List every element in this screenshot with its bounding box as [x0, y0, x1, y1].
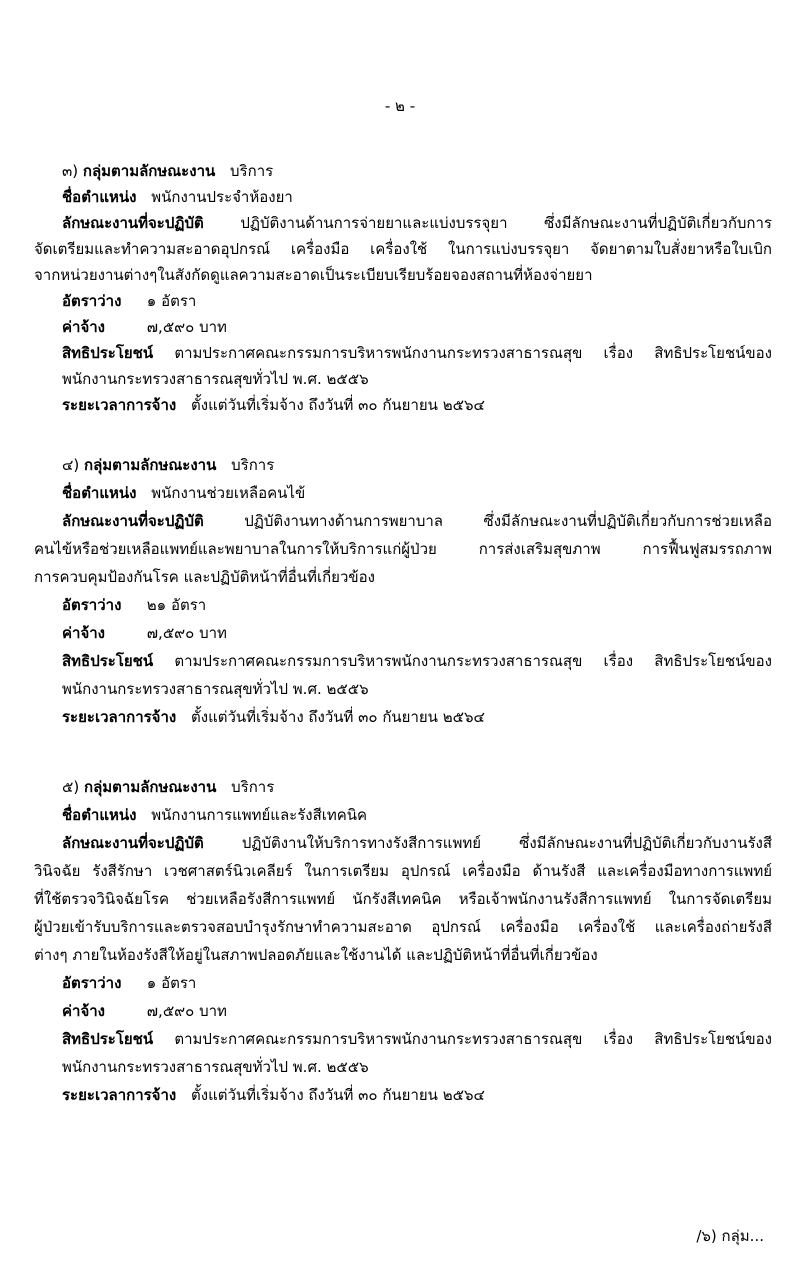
- wage-row: [62, 622, 227, 644]
- heading-number: ๕): [62, 778, 80, 796]
- section-heading: [62, 454, 274, 476]
- vacancy-label: อัตราว่าง: [62, 292, 122, 310]
- position-value: พนักงานการแพทย์และรังสีเทคนิค: [151, 806, 368, 824]
- period-label: ระยะเวลาการจ้าง: [62, 396, 177, 414]
- duty-line: ผู้ป่วยเข้ารับบริการและตรวจสอบบำรุงรักษาทำความสะอาด อุปกรณ์ เครื่องมือ เครื่องใช้ และเครื่องถ่ายรังสี: [34, 918, 772, 936]
- wage-label: ค่าจ้าง: [62, 624, 105, 642]
- wage-row: [62, 1000, 227, 1022]
- duty-label: ลักษณะงานที่จะปฏิบัติ: [62, 512, 204, 530]
- section-heading: [62, 160, 273, 182]
- wage-value: ๗,๕๙๐ บาท: [146, 624, 227, 642]
- position-label: ชื่อตำแหน่ง: [62, 806, 137, 824]
- duty-text: ปฏิบัติงานให้บริการทางรังสีการแพทย์ ซึ่งมีลักษณะงานที่ปฏิบัติเกี่ยวกับงานรังสี: [241, 834, 772, 852]
- duty-line: ที่ใช้ตรวจวินิจฉัยโรค ช่วยเหลือรังสีการแพทย์ นักรังสีเทคนิค หรือเจ้าพนักงานรังสีการแพทย์ ในการจัดเตรียม: [34, 890, 772, 908]
- position-row: [62, 804, 367, 826]
- duty-text: ปฏิบัติงานทางด้านการพยาบาล ซึ่งมีลักษณะงานที่ปฏิบัติเกี่ยวกับการช่วยเหลือ: [244, 512, 772, 530]
- period-row: [62, 706, 485, 728]
- benefit-row: [62, 650, 772, 672]
- benefit-label: สิทธิประโยชน์: [62, 652, 154, 670]
- period-label: ระยะเวลาการจ้าง: [62, 1086, 177, 1104]
- benefit-line: พนักงานกระทรวงสาธารณสุขทั่วไป พ.ศ. ๒๕๕๖: [62, 370, 369, 388]
- duty-line: การควบคุมป้องกันโรค และปฏิบัติหน้าที่อื่นที่เกี่ยวข้อง: [34, 568, 375, 586]
- vacancy-label: อัตราว่าง: [62, 974, 122, 992]
- heading-label: กลุ่มตามลักษณะงาน: [82, 162, 216, 180]
- benefit-line: พนักงานกระทรวงสาธารณสุขทั่วไป พ.ศ. ๒๕๕๖: [62, 1058, 369, 1076]
- vacancy-value: ๑ อัตรา: [146, 974, 197, 992]
- heading-label: กลุ่มตามลักษณะงาน: [84, 778, 217, 796]
- period-value: ตั้งแต่วันที่เริ่มจ้าง ถึงวันที่ ๓๐ กันยายน ๒๕๖๔: [191, 1086, 485, 1104]
- period-label: ระยะเวลาการจ้าง: [62, 708, 177, 726]
- vacancy-row: [62, 972, 196, 994]
- period-row: [62, 394, 485, 416]
- section-heading: [62, 776, 274, 798]
- period-value: ตั้งแต่วันที่เริ่มจ้าง ถึงวันที่ ๓๐ กันยายน ๒๕๖๔: [191, 396, 485, 414]
- duty-line: คนไข้หรือช่วยเหลือแพทย์และพยาบาลในการให้บริการแก่ผู้ป่วย การส่งเสริมสุขภาพ การฟื้นฟูสมรรถภาพ: [34, 540, 772, 558]
- vacancy-row: [62, 290, 196, 312]
- wage-row: [62, 316, 227, 338]
- position-value: พนักงานช่วยเหลือคนไข้: [151, 484, 306, 502]
- duty-line: [62, 510, 772, 532]
- page-number: - ๒ -: [384, 97, 416, 115]
- vacancy-row: [62, 594, 206, 616]
- benefit-text: ตามประกาศคณะกรรมการบริหารพนักงานกระทรวงสาธารณสุข เรื่อง สิทธิประโยชน์ของ: [174, 652, 772, 670]
- heading-value: บริการ: [230, 162, 274, 180]
- heading-number: ๓): [62, 162, 79, 180]
- page-footer-continuation: /๖) กลุ่ม...: [696, 1227, 764, 1245]
- vacancy-label: อัตราว่าง: [62, 596, 122, 614]
- duty-label: ลักษณะงานที่จะปฏิบัติ: [62, 214, 204, 232]
- position-label: ชื่อตำแหน่ง: [62, 188, 137, 206]
- duty-line: จากหน่วยงานต่างๆในสังกัดดูแลความสะอาดเป็นระเบียบเรียบร้อยจองสถานที่ห้องจ่ายยา: [34, 266, 593, 284]
- duty-label: ลักษณะงานที่จะปฏิบัติ: [62, 834, 204, 852]
- duty-line: [62, 832, 772, 854]
- duty-line: ต่างๆ ภายในห้องรังสีให้อยู่ในสภาพปลอดภัยและใช้งานได้ และปฏิบัติหน้าที่อื่นที่เกี่ยวข้อง: [34, 946, 598, 964]
- benefit-line: พนักงานกระทรวงสาธารณสุขทั่วไป พ.ศ. ๒๕๕๖: [62, 680, 369, 698]
- vacancy-value: ๑ อัตรา: [146, 292, 197, 310]
- wage-value: ๗,๕๙๐ บาท: [146, 1002, 227, 1020]
- wage-value: ๗,๕๙๐ บาท: [146, 318, 227, 336]
- heading-value: บริการ: [231, 778, 275, 796]
- duty-line: จัดเตรียมและทำความสะอาดอุปกรณ์ เครื่องมือ เครื่องใช้ ในการแบ่งบรรจุยา จัดยาตามใบสั่งยาหรือใบเบิก: [34, 240, 772, 258]
- benefit-row: [62, 1028, 772, 1050]
- benefit-text: ตามประกาศคณะกรรมการบริหารพนักงานกระทรวงสาธารณสุข เรื่อง สิทธิประโยชน์ของ: [174, 1030, 772, 1048]
- wage-label: ค่าจ้าง: [62, 318, 105, 336]
- duty-text: ปฏิบัติงานด้านการจ่ายยาและแบ่งบรรจุยา ซึ่งมีลักษณะงานที่ปฏิบัติเกี่ยวกับการ: [240, 214, 772, 232]
- duty-line: [62, 212, 772, 234]
- heading-value: บริการ: [231, 456, 275, 474]
- heading-number: ๔): [62, 456, 80, 474]
- period-value: ตั้งแต่วันที่เริ่มจ้าง ถึงวันที่ ๓๐ กันยายน ๒๕๖๔: [191, 708, 485, 726]
- position-value: พนักงานประจำห้องยา: [151, 188, 293, 206]
- wage-label: ค่าจ้าง: [62, 1002, 105, 1020]
- duty-line: วินิจฉัย รังสีรักษา เวชศาสตร์นิวเคลียร์ ในการเตรียม อุปกรณ์ เครื่องมือ ด้านรังสี และเครื่องมือทางการแพทย์: [34, 862, 772, 880]
- position-row: [62, 186, 293, 208]
- position-label: ชื่อตำแหน่ง: [62, 484, 137, 502]
- benefit-label: สิทธิประโยชน์: [62, 1030, 154, 1048]
- benefit-text: ตามประกาศคณะกรรมการบริหารพนักงานกระทรวงสาธารณสุข เรื่อง สิทธิประโยชน์ของ: [174, 344, 772, 362]
- benefit-row: [62, 342, 772, 364]
- benefit-label: สิทธิประโยชน์: [62, 344, 154, 362]
- position-row: [62, 482, 305, 504]
- heading-label: กลุ่มตามลักษณะงาน: [84, 456, 217, 474]
- vacancy-value: ๒๑ อัตรา: [146, 596, 207, 614]
- period-row: [62, 1084, 485, 1106]
